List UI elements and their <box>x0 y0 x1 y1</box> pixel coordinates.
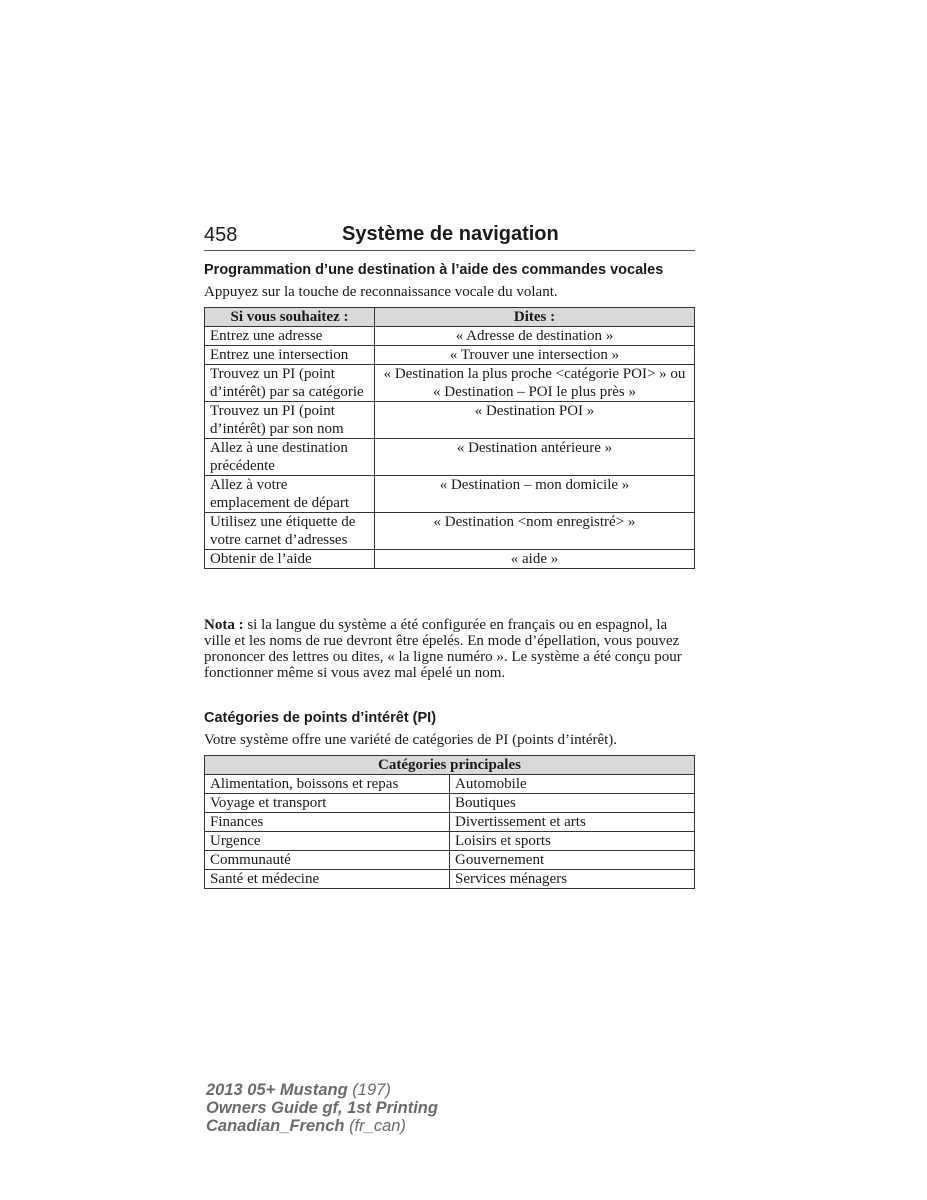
table-cell: « Adresse de destination » <box>375 327 695 346</box>
table-cell: Finances <box>205 813 450 832</box>
table-row <box>205 813 695 832</box>
page-title: Système de navigation <box>342 223 559 245</box>
table-row <box>205 402 695 439</box>
table-row <box>205 851 695 870</box>
section-intro-poi: Votre système offre une variété de catégories de PI (points d’intérêt). <box>204 732 618 748</box>
table-row <box>205 513 695 550</box>
table-cell: Gouvernement <box>450 851 695 870</box>
table-row <box>205 365 695 402</box>
table-cell: Loisirs et sports <box>450 832 695 851</box>
note-text: si la langue du système a été configurée en français ou en espagnol, la ville et les noms de rue devront être épelés. En mode d’épellation, vous pouvez prononcer des lettres ou dites, « la ligne numéro ». Le système a été conçu pour fonctionner même si vous avez mal épelé un nom. <box>204 617 682 681</box>
column-header: Dites : <box>375 308 695 327</box>
table-row <box>205 794 695 813</box>
column-header: Si vous souhaitez : <box>205 308 375 327</box>
table-row <box>205 346 695 365</box>
table-cell: Allez à une destination précédente <box>205 439 375 476</box>
table-cell: Communauté <box>205 851 450 870</box>
footer-language: Canadian_French <box>206 1117 345 1135</box>
print-footer <box>206 1081 438 1135</box>
table-cell: Utilisez une étiquette de votre carnet d’adresses <box>205 513 375 550</box>
table-row <box>205 870 695 889</box>
table-row <box>205 832 695 851</box>
footer-printing: Owners Guide gf, 1st Printing <box>206 1099 438 1117</box>
poi-categories-table <box>204 755 695 889</box>
column-header: Catégories principales <box>205 756 695 775</box>
table-header-row <box>205 756 695 775</box>
table-cell: « Destination – mon domicile » <box>375 476 695 513</box>
table-header-row <box>205 308 695 327</box>
table-cell: « Destination <nom enregistré> » <box>375 513 695 550</box>
table-cell: « aide » <box>375 550 695 569</box>
table-cell: Divertissement et arts <box>450 813 695 832</box>
table-cell: Trouvez un PI (point d’intérêt) par sa catégorie <box>205 365 375 402</box>
table-cell: « Destination antérieure » <box>375 439 695 476</box>
footer-model: 2013 05+ Mustang <box>206 1081 348 1099</box>
table-row <box>205 439 695 476</box>
section-heading-poi: Catégories de points d’intérêt (PI) <box>204 710 437 726</box>
table-cell: Urgence <box>205 832 450 851</box>
note-label: Nota : <box>204 617 244 633</box>
footer-page-ref: (197) <box>352 1081 391 1099</box>
table-cell: Alimentation, boissons et repas <box>205 775 450 794</box>
page-number: 458 <box>204 224 238 246</box>
table-cell: Entrez une adresse <box>205 327 375 346</box>
table-cell: Voyage et transport <box>205 794 450 813</box>
table-cell: « Destination POI » <box>375 402 695 439</box>
voice-commands-table <box>204 307 695 569</box>
table-cell: « Destination la plus proche <catégorie POI> » ou « Destination – POI le plus près » <box>375 365 695 402</box>
table-cell: « Trouver une intersection » <box>375 346 695 365</box>
page-header <box>204 222 695 251</box>
table-cell: Services ménagers <box>450 870 695 889</box>
table-cell: Boutiques <box>450 794 695 813</box>
table-cell: Allez à votre emplacement de départ <box>205 476 375 513</box>
table-row <box>205 476 695 513</box>
section-heading-voice: Programmation d’une destination à l’aide des commandes vocales <box>204 262 664 278</box>
table-cell: Trouvez un PI (point d’intérêt) par son nom <box>205 402 375 439</box>
footer-locale: (fr_can) <box>349 1117 406 1135</box>
table-cell: Entrez une intersection <box>205 346 375 365</box>
table-row <box>205 327 695 346</box>
table-cell: Automobile <box>450 775 695 794</box>
note-paragraph <box>204 617 695 681</box>
table-row <box>205 775 695 794</box>
table-cell: Santé et médecine <box>205 870 450 889</box>
table-row <box>205 550 695 569</box>
section-intro-voice: Appuyez sur la touche de reconnaissance vocale du volant. <box>204 284 558 300</box>
table-cell: Obtenir de l’aide <box>205 550 375 569</box>
